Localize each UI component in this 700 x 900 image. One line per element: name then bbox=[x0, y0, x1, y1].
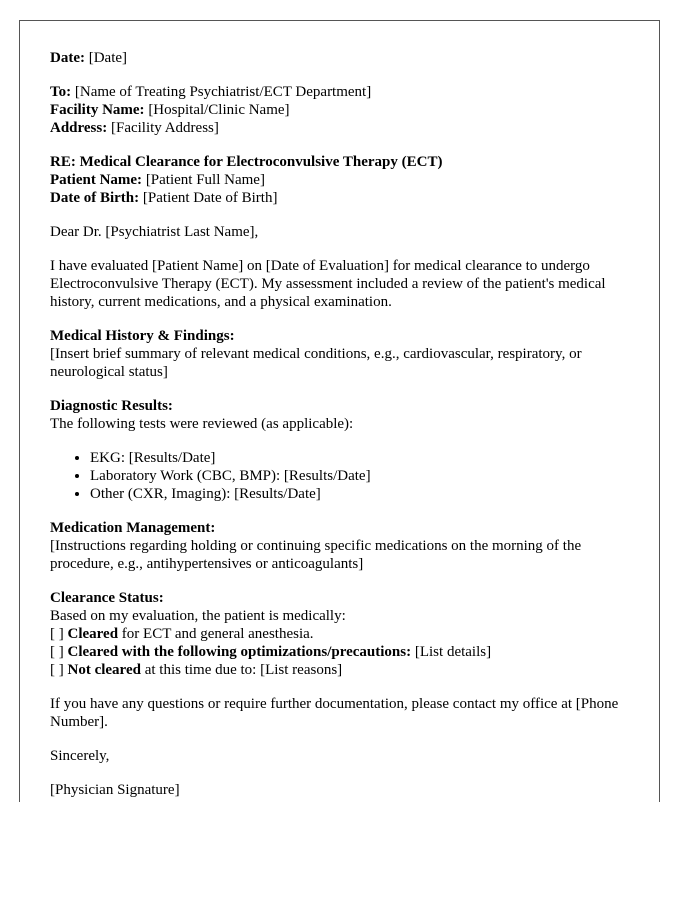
date-value: [Date] bbox=[88, 50, 128, 66]
history-section bbox=[50, 327, 629, 381]
option-text: at this time due to: [List reasons] bbox=[140, 662, 343, 678]
intro-paragraph: I have evaluated [Patient Name] on [Date of Evaluation] for medical clearance to undergo Electroconvulsive Therapy (ECT). My assessment included a review of the patient's medical history, current medications, and a physical examination. bbox=[50, 258, 606, 310]
dob-label: Date of Birth: bbox=[50, 190, 140, 206]
facility-line bbox=[50, 101, 629, 119]
list-item: • Other (CXR, Imaging): [Results/Date] bbox=[90, 485, 629, 503]
clearance-option-cleared bbox=[50, 625, 629, 643]
clearance-option-not-cleared bbox=[50, 661, 629, 679]
history-heading: Medical History & Findings: bbox=[50, 328, 235, 344]
patient-line bbox=[50, 171, 629, 189]
medication-text: [Instructions regarding holding or continuing specific medications on the morning of the procedure, e.g., antihypertensives or anticoagulants] bbox=[50, 538, 582, 572]
medication-heading: Medication Management: bbox=[50, 520, 216, 536]
patient-value: [Patient Full Name] bbox=[145, 172, 265, 188]
to-line bbox=[50, 83, 629, 101]
letter-body bbox=[20, 21, 659, 799]
option-bold: Cleared with the following optimizations/precautions: bbox=[67, 644, 412, 660]
facility-value: [Hospital/Clinic Name] bbox=[148, 102, 290, 118]
clearance-section bbox=[50, 589, 629, 679]
diagnostics-section bbox=[50, 397, 629, 433]
salutation: Dear Dr. [Psychiatrist Last Name], bbox=[50, 224, 259, 240]
diagnostics-list bbox=[50, 449, 629, 503]
dob-value: [Patient Date of Birth] bbox=[142, 190, 278, 206]
date-label: Date: bbox=[50, 50, 85, 66]
option-text: [List details] bbox=[411, 644, 492, 660]
checkbox-placeholder: [ ] bbox=[50, 662, 64, 678]
diagnostics-heading: Diagnostic Results: bbox=[50, 398, 173, 414]
facility-label: Facility Name: bbox=[50, 102, 145, 118]
diagnostics-intro: The following tests were reviewed (as applicable): bbox=[50, 416, 354, 432]
date-block bbox=[50, 49, 629, 67]
address-line bbox=[50, 119, 629, 137]
list-item: • Laboratory Work (CBC, BMP): [Results/Date] bbox=[90, 467, 629, 485]
clearance-intro: Based on my evaluation, the patient is medically: bbox=[50, 608, 346, 624]
letter-page bbox=[19, 20, 660, 802]
history-text: [Insert brief summary of relevant medical conditions, e.g., cardiovascular, respiratory, or neurological status] bbox=[50, 346, 582, 380]
checkbox-placeholder: [ ] bbox=[50, 644, 64, 660]
recipient-block bbox=[50, 83, 629, 137]
option-bold: Cleared bbox=[67, 626, 119, 642]
address-value: [Facility Address] bbox=[110, 120, 219, 136]
signoff: Sincerely, bbox=[50, 748, 110, 764]
closing-paragraph: If you have any questions or require further documentation, please contact my office at [Phone Number]. bbox=[50, 696, 619, 730]
list-item: • EKG: [Results/Date] bbox=[90, 449, 629, 467]
option-bold: Not cleared bbox=[67, 662, 141, 678]
option-text: for ECT and general anesthesia. bbox=[118, 626, 314, 642]
checkbox-placeholder: [ ] bbox=[50, 626, 64, 642]
medication-section bbox=[50, 519, 629, 573]
address-label: Address: bbox=[50, 120, 108, 136]
signature-placeholder: [Physician Signature] bbox=[50, 782, 180, 798]
re-subject: RE: Medical Clearance for Electroconvulsive Therapy (ECT) bbox=[50, 154, 443, 170]
clearance-option-precautions bbox=[50, 643, 629, 661]
dob-line bbox=[50, 189, 629, 207]
to-label: To: bbox=[50, 84, 72, 100]
patient-label: Patient Name: bbox=[50, 172, 143, 188]
re-block bbox=[50, 153, 629, 207]
clearance-heading: Clearance Status: bbox=[50, 590, 164, 606]
to-value: [Name of Treating Psychiatrist/ECT Department] bbox=[74, 84, 372, 100]
